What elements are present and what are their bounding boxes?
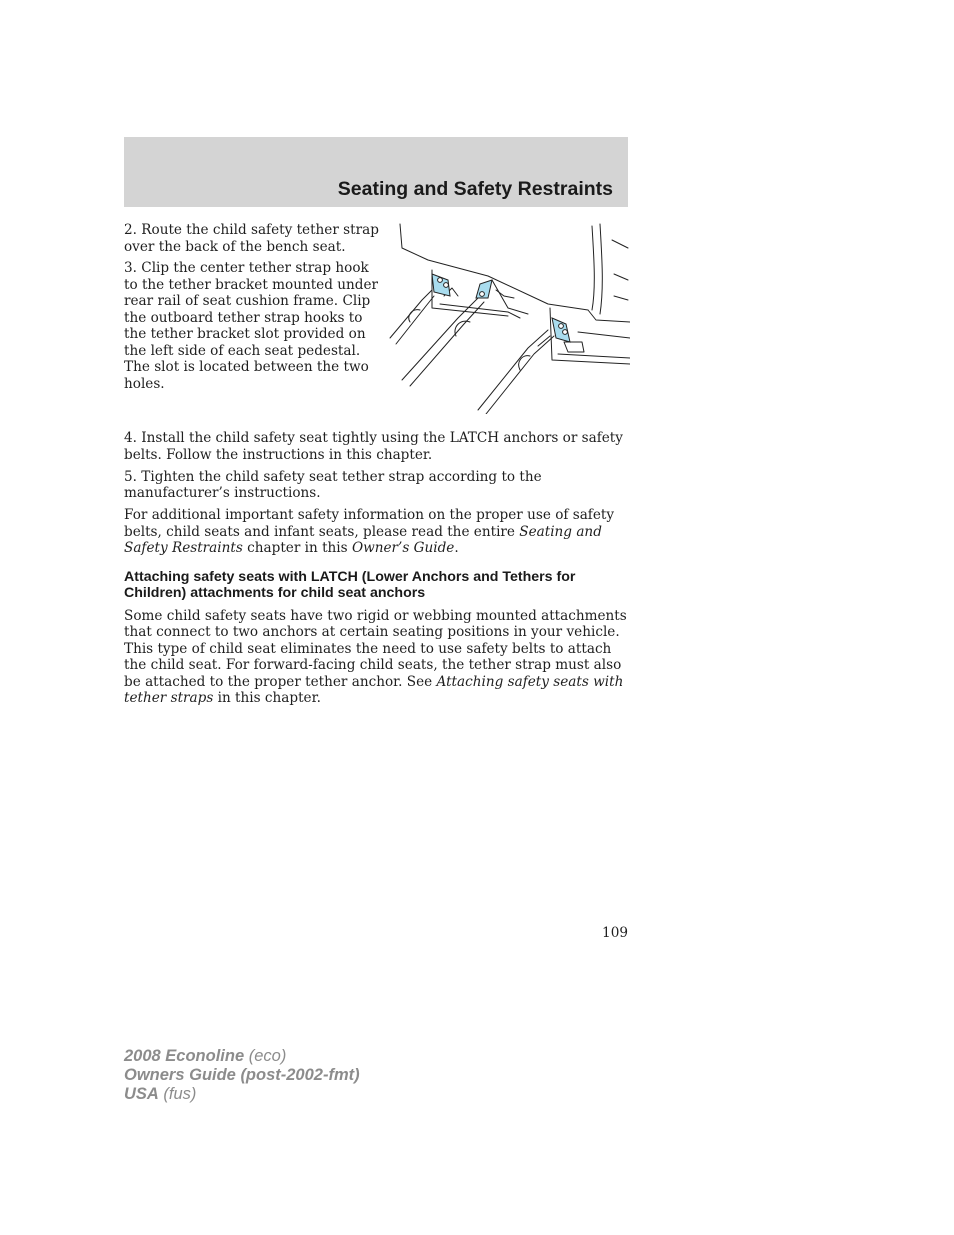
section-body-text: in this chapter. xyxy=(213,690,321,706)
section-heading: Attaching safety seats with LATCH (Lower Anchors and Tethers for Children) attachments for child seat anchors xyxy=(124,568,576,601)
step-2-text: 2. Route the child safety tether strap over the back of the bench seat. xyxy=(124,222,379,255)
bracket-hole xyxy=(480,292,485,297)
seat-detail-line xyxy=(612,240,628,248)
right-pedestal-base xyxy=(558,354,630,358)
additional-info-text: chapter in this xyxy=(242,540,352,556)
step-5-text: 5. Tighten the child safety seat tether strap according to the manufacturer’s instructions. xyxy=(124,468,542,501)
seat-detail-line xyxy=(614,296,628,300)
footer-model-code: (eco) xyxy=(244,1047,287,1065)
footer-model: 2008 Econoline xyxy=(124,1047,245,1065)
center-strap-loop xyxy=(455,321,470,336)
footer-line-3 xyxy=(124,1085,360,1104)
seat-cushion-edge xyxy=(400,224,588,310)
footer-line-1 xyxy=(124,1047,360,1066)
pedestal-slot-detail xyxy=(564,342,584,352)
main-column xyxy=(124,430,630,712)
bracket-hole xyxy=(563,330,568,335)
right-tether-strap xyxy=(478,330,548,410)
center-tether-strap-edge xyxy=(410,302,484,386)
page-number: 109 xyxy=(602,925,628,941)
step-3-text: 3. Clip the center tether strap hook to the tether bracket mounted under rear rail of seat cushion frame. Clip the outboard tether strap hooks to the tether bracket slot provided on the left side of each seat pedestal. The slot is located between the two holes. xyxy=(124,260,378,392)
page-title: Seating and Safety Restraints xyxy=(337,178,613,200)
bracket-hole xyxy=(444,283,449,288)
steps-left-column xyxy=(124,222,382,397)
bracket-hole xyxy=(438,278,443,283)
section-body-paragraph xyxy=(124,608,630,707)
chapter-reference: Seating and Safety Restraints xyxy=(124,523,602,556)
tether-bracket-illustration xyxy=(388,218,630,414)
left-tether-strap-edge xyxy=(396,296,434,344)
tether-illustration-svg xyxy=(388,218,630,414)
seat-detail-line xyxy=(614,274,628,280)
right-bracket-highlight xyxy=(552,318,570,342)
seat-back-edge-2 xyxy=(600,224,602,314)
footer-line-2 xyxy=(124,1066,360,1085)
right-tether-strap-edge xyxy=(486,336,554,414)
right-pedestal-top xyxy=(578,332,630,338)
seat-back-edge xyxy=(592,226,594,310)
footer-region-code: (fus) xyxy=(158,1085,197,1103)
additional-info-text: . xyxy=(454,540,459,556)
left-tether-strap xyxy=(390,290,432,338)
guide-reference: Owner’s Guide xyxy=(351,540,455,556)
page-header xyxy=(124,137,628,207)
footer-region: USA xyxy=(124,1085,159,1103)
seat-rail-line xyxy=(588,310,630,322)
additional-info-paragraph xyxy=(124,507,630,557)
footer-guide-type: Owners Guide (post-2002-fmt) xyxy=(124,1066,360,1084)
bracket-hole xyxy=(559,324,564,329)
section-body-text: Some child safety seats have two rigid or webbing mounted attachments that connect to two anchors at certain seating positions in your vehicle. This type of child seat eliminates the need to use safety belts to attach the child seat. For forward-facing child seats, the tether strap must also be attached to the proper tether anchor. See xyxy=(124,607,627,690)
cross-reference: Attaching safety seats with tether straps xyxy=(124,673,624,706)
additional-info-text: For additional important safety information on the proper use of safety belts, child seats and infant seats, please read the entire xyxy=(124,507,615,540)
document-footer xyxy=(124,1047,360,1104)
step-4-text: 4. Install the child safety seat tightly using the LATCH anchors or safety belts. Follow the instructions in this chapter. xyxy=(124,430,623,463)
